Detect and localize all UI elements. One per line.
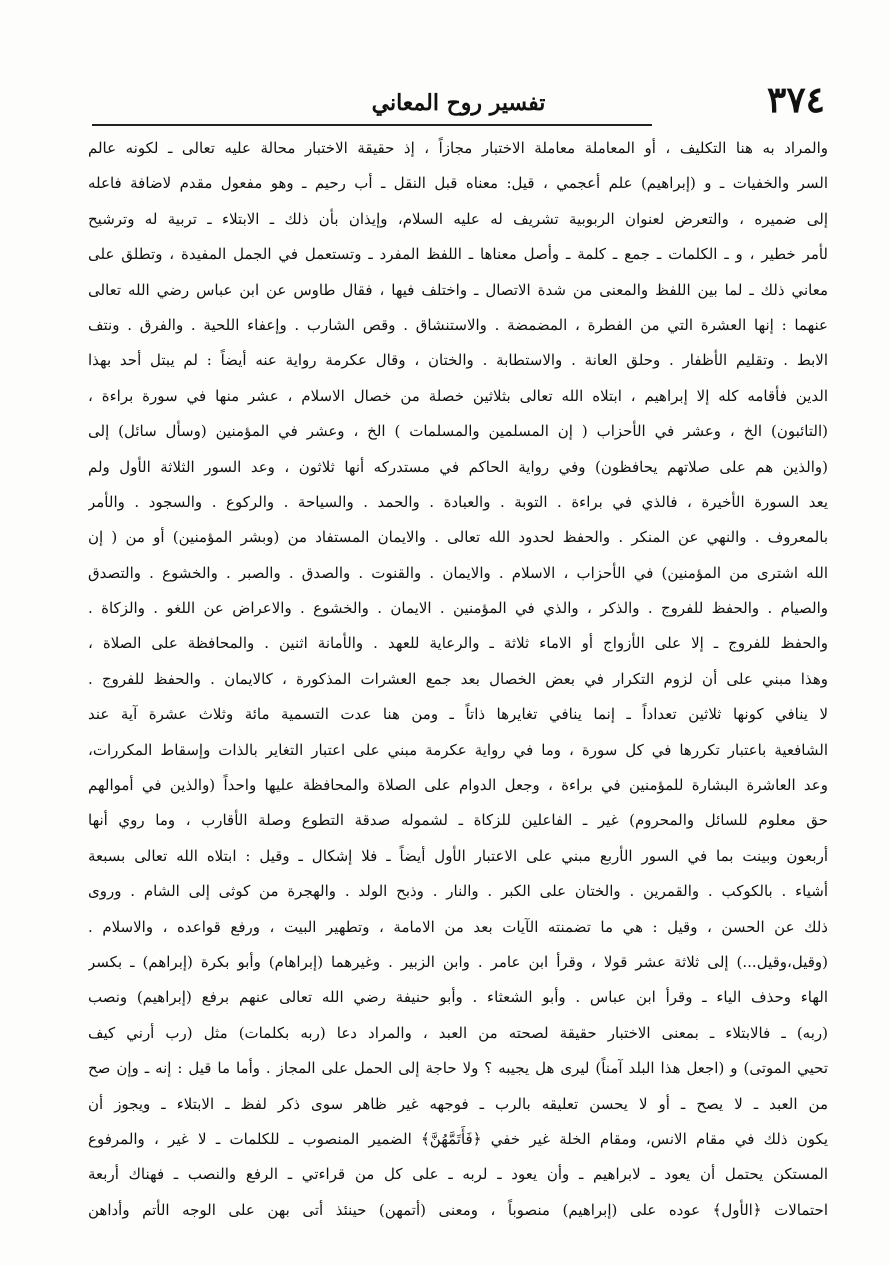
text-line: (والذين هم على صلاتهم يحافظون) وفي رواية الحاكم في مستدركه أنها ثلاثون ، وعد السور الثلاثة الأول ولم [88,457,828,476]
header-divider [92,124,652,126]
text-line: الابط . وتقليم الأظفار . وحلق العانة . والاستطابة . والختان ، وقال عكرمة رواية عنه أيضاً : لم يبتل أحد بهذا [88,351,828,370]
body-text [88,131,828,1228]
running-title: تفسير روح المعاني [371,90,546,116]
text-line: والمراد به هنا التكليف ، أو المعاملة معاملة الاختبار مجازاً ، إذ حقيقة الاختبار محالة عليه تعالى ـ لكونه عالم [88,139,828,157]
text-line: ذلك عن الحسن ، وقيل : هي ما تضمنته الآيات بعد من الامامة ، وتطهير البيت ، ورفع قواعده ، والاسلام . [88,917,828,936]
page-header [92,79,825,122]
text-line: تحيي الموتى) و (اجعل هذا البلد آمناً) ليرى هل يجيبه ؟ ولا حاجة إلى الحمل على المجاز . وأما ما قيل : إنه ـ وإن صح [88,1059,828,1078]
text-line: احتمالات ﴿الأول﴾ عوده على (إبراهيم) منصوباً ، ومعنى (أتمهن) حينئذ أتى بهن على الوجه الأتم وأداهن [88,1200,828,1219]
text-line: حق معلوم للسائل والمحروم) غير ـ الفاعلين للزكاة ـ لشموله صدقة التطوع وصلة الأقارب ، وما روي أنها [88,811,828,830]
text-line: وعد العاشرة البشارة للمؤمنين في براءة ، وجعل الدوام على الصلاة والمحافظة عليها واحداً (والذين في أموالهم [88,776,828,795]
page-number: ٣٧٤ [766,79,825,121]
text-line: أربعون وبينت بما في السور الأربع مبني على الاعتبار الأول أيضاً ـ فلا إشكال ـ وقيل : ابتلاه الله تعالى بسبعة [88,846,828,865]
text-line: بالمعروف . والنهي عن المنكر . والحفظ لحدود الله تعالى . والايمان المستفاد من (وبشر المؤمنين) أو من ( إن [88,528,828,547]
text-line: (التائبون) الخ ، وعشر في الأحزاب ( إن المسلمين والمسلمات ) الخ ، وعشر في المؤمنين (وسأل سائل) إلى [88,422,828,441]
text-line: الهاء وحذف الياء ـ وقرأ ابن عباس . وأبو الشعثاء . وأبو حنيفة رضي الله تعالى عنهم برفع (إبراهيم) ونصب [88,988,828,1007]
text-line: يعد السورة الأخيرة ، فالذي في براءة . التوبة . والعبادة . والحمد . والسياحة . والركوع . والسجود . والأمر [88,492,828,511]
text-line: من العبد ـ لا يصح ـ أو لا يحسن تعليقه بالرب ـ فوجهه غير ظاهر سوى ذكر لفظ ـ الابتلاء ـ ويجوز أن [88,1094,828,1113]
text-line: الله اشترى من المؤمنين) في الأحزاب ، الاسلام . والايمان . والقنوت . والصدق . والصبر . والخشوع . والتصدق [88,563,828,582]
text-line: (ربه) ـ فالابتلاء ـ بمعنى الاختبار حقيقة لصحته من العبد ، والمراد دعا (ربه بكلمات) مثل (رب أرني كيف [88,1023,828,1042]
text-line: وهذا مبني على أن لزوم التكرار في بعض الخصال بعد جمع العشرات المذكورة ، كالايمان . والحفظ للفروج . [88,669,828,688]
text-line: المستكن يحتمل أن يعود ـ لابراهيم ـ وأن يعود ـ لربه ـ على كل من قراءتي ـ الرفع والنصب ـ فهناك أربعة [88,1165,828,1184]
text-line: والصيام . والحفظ للفروج . والذكر ، والذي في المؤمنين . الايمان . والخشوع . والاعراض عن اللغو . والزكاة . [88,599,828,618]
text-line: (وقيل،وقيل...) إلى ثلاثة عشر قولا ، وقرأ ابن عامر . وابن الزبير . وغيرهما (إبراهام) وأبو بكرة (إبراهم) ـ بكسر [88,952,828,971]
text-line: أشياء . بالكوكب . والقمرين . والختان على الكبر . والنار . وذبح الولد . والهجرة من كوثى إلى الشام . وروى [88,882,828,901]
text-line: لأمر خطير ، و ـ الكلمات ـ جمع ـ كلمة ـ وأصل معناها ـ اللفظ المفرد ـ وتستعمل في الجمل المفيدة ، وتطلق على [88,245,828,264]
text-line: والحفظ للفروج ـ إلا على الأزواج أو الاماء ثلاثة ـ والرعاية للعهد . والأمانة اثنين . والمحافظة على الصلاة ، [88,634,828,653]
text-line: معاني ذلك ـ لما بين اللفظ والمعنى من شدة الاتصال ـ واختلف فيها ، فقال طاوس عن ابن عباس رضي الله تعالى [88,280,828,299]
text-line: عنهما : إنها العشرة التي من الفطرة ، المضمضة . والاستنشاق . وقص الشارب . وإعفاء اللحية . والفرق . ونتف [88,315,828,334]
text-line: الدين فأقامه كله إلا إبراهيم ، ابتلاه الله تعالى بثلاثين خصلة من خصال الاسلام ، عشر منها في سورة براءة ، [88,386,828,405]
text-line: لا ينافي كونها ثلاثين تعداداً ـ إنما ينافي تغايرها ذاتاً ـ ومن هنا عدت التسمية مائة وثلاث عشرة آية عند [88,705,828,724]
text-line: إلى ضميره ، والتعرض لعنوان الربوبية تشريف له عليه السلام، وإيذان بأن ذلك ـ الابتلاء ـ تربية له وترشيح [88,209,828,228]
text-line: السر والخفيات ـ و (إبراهيم) علم أعجمي ، قيل: معناه قبل النقل ـ أب رحيم ـ وهو مفعول مقدم لاضافة فاعله [88,174,828,193]
text-line: الشافعية باعتبار تكررها في كل سورة ، وما في رواية عكرمة مبني على اعتبار التغاير بالذات وإسقاط المكررات، [88,740,828,759]
text-line: يكون ذلك في مقام الانس، ومقام الخلة غير خفي ﴿فَأَتَمَّهُنَّ﴾ الضمير المنصوب ـ للكلمات ـ لا غير ، والمرفوع [88,1129,828,1148]
